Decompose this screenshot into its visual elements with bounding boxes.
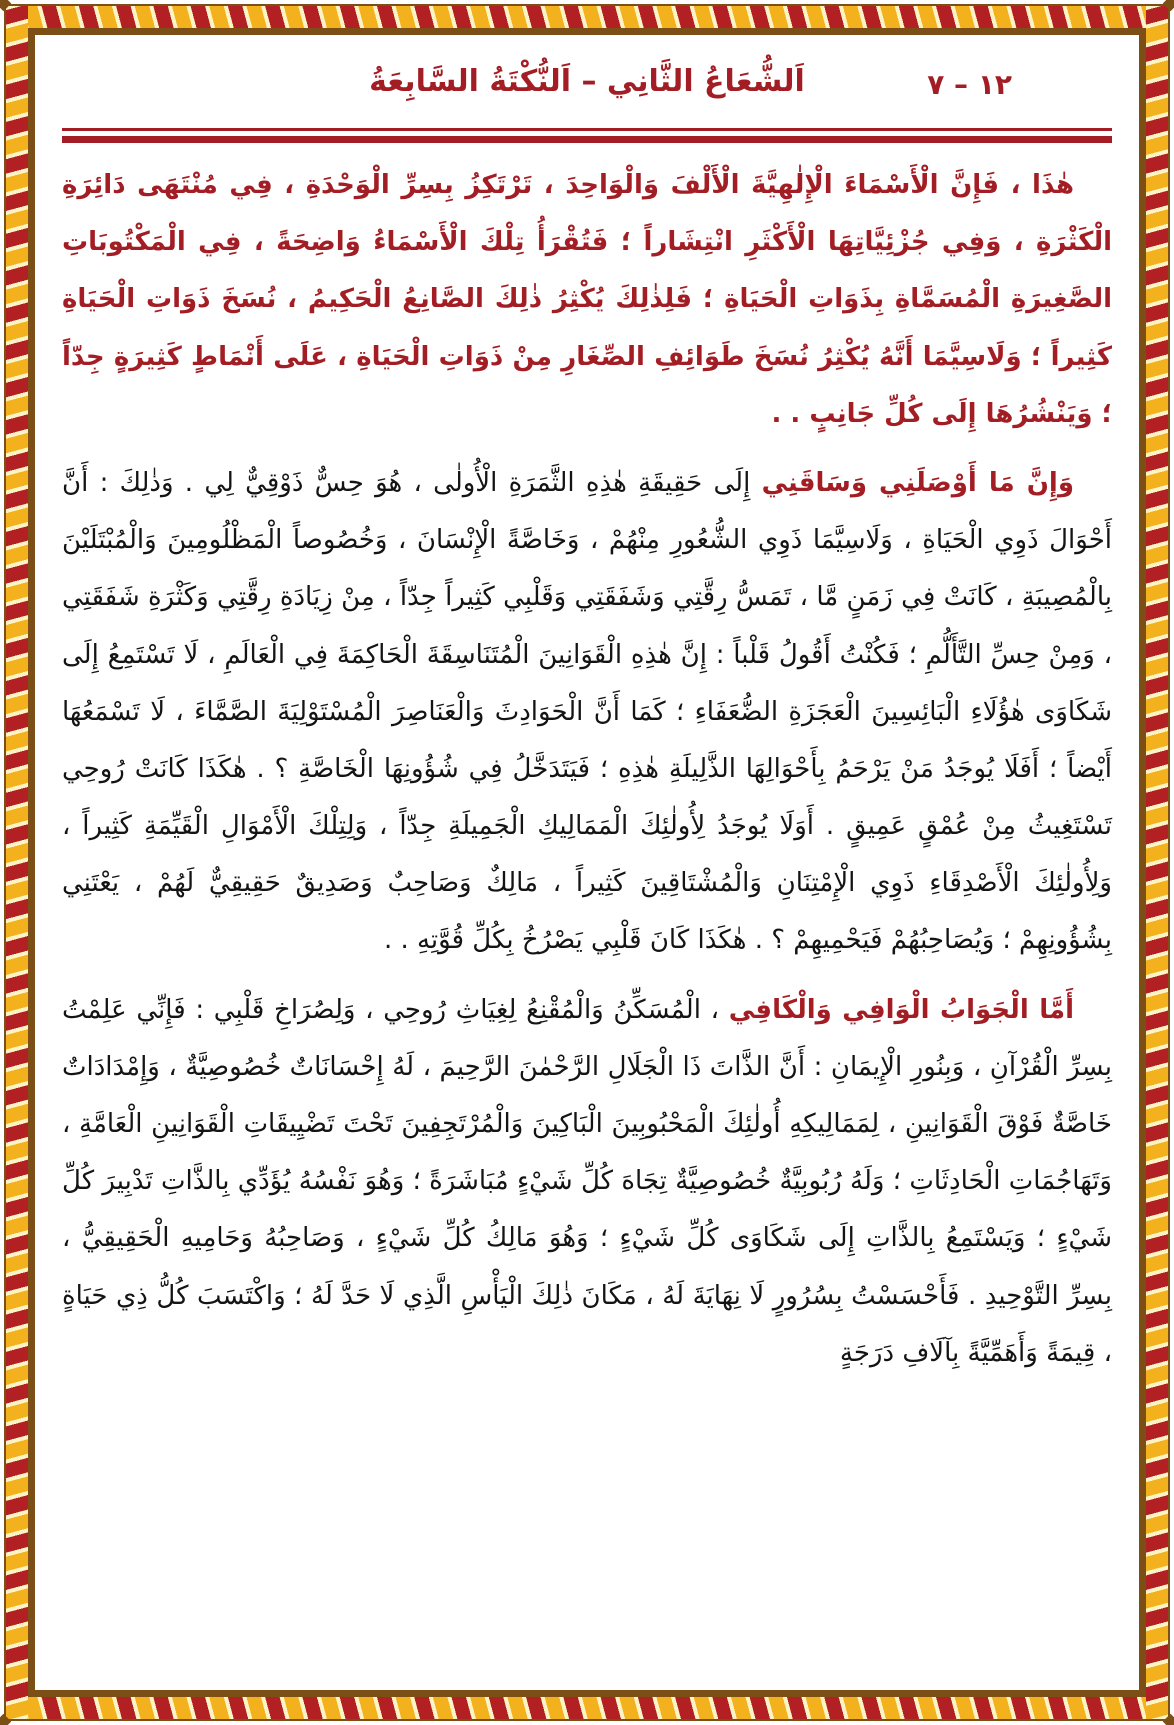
paragraph-3: [62, 982, 1112, 1382]
page-number-label: ١٢ – ٧: [927, 68, 1012, 101]
ornamental-border-left: [6, 6, 28, 1719]
header-divider-thin: [62, 128, 1112, 131]
paragraph-3-text: ، الْمُسَكِّنُ وَالْمُقْنِعُ لِغِيَاثِ رُوحِي ، وَلِصُرَاخِ قَلْبِي : فَإِنِّي عَلِمْتُ بِسِرِّ الْقُرْآنِ ، وَبِنُورِ الْإِيمَانِ : أَنَّ الذَّاتَ ذَا الْجَلَالِ الرَّحْمٰنَ الرَّحِيمَ ، لَهُ إِحْسَانَاتٌ خُصُوصِيَّةٌ ، وَإِمْدَادَاتٌ خَاصَّةٌ فَوْقَ الْقَوَانِينِ ، لِمَمَالِيكِهِ أُولٰئِكَ الْمَحْبُوبِينَ الْبَاكِينَ وَالْمُرْتَجِفِينَ تَحْتَ تَضْيِيقَاتِ الْقَوَانِينِ الْعَامَّةِ ، وَتَهَاجُمَاتِ الْحَادِثَاتِ ؛ وَلَهُ رُبُوبِيَّةٌ خُصُوصِيَّةٌ تِجَاهَ كُلِّ شَيْءٍ مُبَاشَرَةً ؛ وَهُوَ نَفْسُهُ يُؤَدِّي بِالذَّاتِ تَدْبِيرَ كُلِّ شَيْءٍ ؛ وَيَسْتَمِعُ بِالذَّاتِ إِلَى شَكَاوَى كُلِّ شَيْءٍ ؛ وَهُوَ مَالِكُ كُلِّ شَيْءٍ ، وَصَاحِبُهُ وَحَامِيهِ الْحَقِيقِيُّ ، بِسِرِّ التَّوْحِيدِ . فَأَحْسَسْتُ بِسُرُورٍ لَا نِهَايَةَ لَهُ ، مَكَانَ ذٰلِكَ الْيَأْسِ الَّذِي لَا حَدَّ لَهُ ؛ وَاكْتَسَبَ كُلُّ ذِي حَيَاةٍ ، قِيمَةً وَأَهَمِّيَّةً بِآلَافِ دَرَجَةٍ: [62, 994, 1112, 1368]
page-content: [36, 36, 1138, 1689]
page-header: [62, 62, 1112, 118]
paragraph-1: [62, 157, 1112, 443]
ornamental-border-right: [1146, 6, 1168, 1719]
page-title: اَلشُّعَاعُ الثَّانِي – اَلنُّكْتَةُ السَّابِعَةُ: [369, 64, 805, 99]
corner-finial-icon: [1163, 1714, 1174, 1725]
paragraph-2-text: إِلَى حَقِيقَةِ هٰذِهِ الثَّمَرَةِ الْأُولٰى ، هُوَ حِسٌّ ذَوْقِيٌّ لِي . وَذٰلِكَ : أَنَّ أَحْوَالَ ذَوِي الْحَيَاةِ ، وَلَاسِيَّمَا ذَوِي الشُّعُورِ مِنْهُمْ ، وَخَاصَّةً الْإِنْسَانَ ، وَخُصُوصاً الْمَظْلُومِينَ وَالْمُبْتَلَيْنَ بِالْمُصِيبَةِ ، كَانَتْ فِي زَمَنٍ مَّا ، تَمَسُّ رِقَّتِي وَشَفَقَتِي وَقَلْبِي كَثِيراً جِدّاً ، مِنْ زِيَادَةِ رِقَّتِي وَكَثْرَةِ شَفَقَتِي ، وَمِنْ حِسِّ التَّأَلُّمِ ؛ فَكُنْتُ أَقُولُ قَلْباً : إِنَّ هٰذِهِ الْقَوَانِينَ الْمُتَنَاسِقَةَ الْحَاكِمَةَ فِي الْعَالَمِ ، لَا تَسْتَمِعُ إِلَى شَكَاوَى هٰؤُلَاءِ الْبَائِسِينَ الْعَجَزَةِ الضُّعَفَاءِ ؛ كَمَا أَنَّ الْحَوَادِثَ وَالْعَنَاصِرَ الْمُسْتَوْلِيَةَ الصَّمَّاءَ ، لَا تَسْمَعُهَا أَيْضاً ؛ أَفَلَا يُوجَدُ مَنْ يَرْحَمُ بِأَحْوَالِهَا الذَّلِيلَةِ هٰذِهِ ؛ فَيَتَدَخَّلُ فِي شُؤُونِهَا الْخَاصَّةِ ؟ . هٰكَذَا كَانَتْ رُوحِي تَسْتَغِيثُ مِنْ عُمْقٍ عَمِيقٍ . أَوَلَا يُوجَدُ لِأُولٰئِكَ الْمَمَالِيكِ الْجَمِيلَةِ جِدّاً ، وَلِتِلْكَ الْأَمْوَالِ الْقَيِّمَةِ كَثِيراً ، وَلِأُولٰئِكَ الْأَصْدِقَاءِ ذَوِي الْإِمْتِنَانِ وَالْمُشْتَاقِينَ كَثِيراً ، مَالِكٌ وَصَاحِبٌ وَصَدِيقٌ حَقِيقِيٌّ لَهُمْ ، يَعْتَنِي بِشُؤُونِهِمْ ؛ وَيُصَاحِبُهُمْ فَيَحْمِيهِمْ ؟ . هٰكَذَا كَانَ قَلْبِي يَصْرُخُ بِكُلِّ قُوَّتِهِ . .: [62, 467, 1112, 956]
ornamental-border-top: [6, 6, 1168, 28]
body-text: [62, 157, 1112, 1382]
paragraph-2-lead: وَإِنَّ مَا أَوْصَلَنِي وَسَاقَنِي: [761, 467, 1074, 498]
ornamental-border-bottom: [6, 1697, 1168, 1719]
paragraph-2: [62, 455, 1112, 970]
corner-finial-icon: [1163, 0, 1174, 11]
corner-finial-icon: [0, 1714, 11, 1725]
corner-finial-icon: [0, 0, 11, 11]
paragraph-1-text: هٰذَا ، فَإِنَّ الْأَسْمَاءَ الْإِلٰهِيَّةَ الْأَلْفَ وَالْوَاحِدَ ، تَرْتَكِزُ بِسِرِّ الْوَحْدَةِ ، فِي مُنْتَهَى دَائِرَةِ الْكَثْرَةِ ، وَفِي جُزْئِيَّاتِهَا الْأَكْثَرِ انْتِشَاراً ؛ فَتُقْرَأُ تِلْكَ الْأَسْمَاءُ وَاضِحَةً ، فِي الْمَكْتُوبَاتِ الصَّغِيرَةِ الْمُسَمَّاةِ بِذَوَاتِ الْحَيَاةِ ؛ فَلِذٰلِكَ يُكْثِرُ ذٰلِكَ الصَّانِعُ الْحَكِيمُ ، نُسَخَ ذَوَاتِ الْحَيَاةِ كَثِيراً ؛ وَلَاسِيَّمَا أَنَّهُ يُكْثِرُ نُسَخَ طَوَائِفِ الصِّغَارِ مِنْ ذَوَاتِ الْحَيَاةِ ، عَلَى أَنْمَاطٍ كَثِيرَةٍ جِدّاً ؛ وَيَنْشُرُهَا إِلَى كُلِّ جَانِبٍ . .: [62, 170, 1112, 429]
paragraph-3-lead: أَمَّا الْجَوَابُ الْوَافِي وَالْكَافِي: [728, 994, 1074, 1025]
header-divider-thick: [62, 136, 1112, 143]
